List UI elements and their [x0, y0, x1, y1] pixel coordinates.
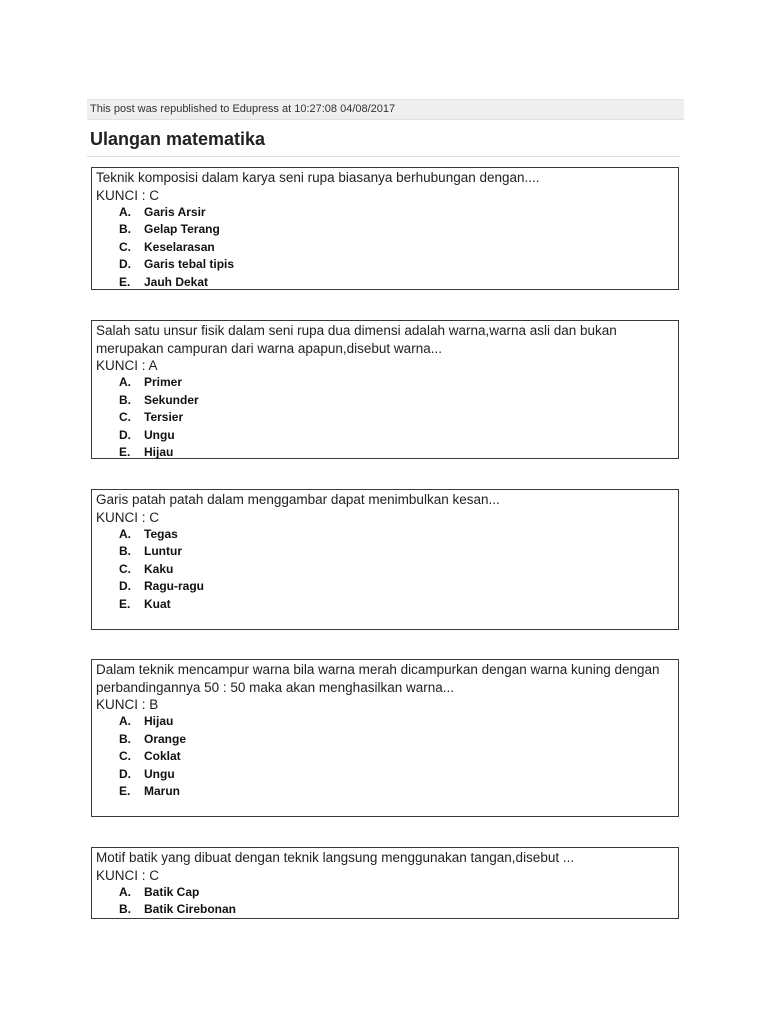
option-item [119, 713, 674, 731]
answer-key: KUNCI : A [96, 358, 158, 373]
option-letter: A. [119, 204, 131, 219]
question-text: Garis patah patah dalam menggambar dapat menimbulkan kesan... [96, 492, 500, 507]
question-text: Teknik komposisi dalam karya seni rupa biasanya berhubungan dengan.... [96, 170, 540, 185]
option-text: Keselarasan [144, 239, 215, 254]
option-letter: B. [119, 222, 131, 237]
option-item [119, 256, 674, 274]
option-item [119, 731, 674, 749]
option-item [119, 884, 674, 902]
option-text: Tegas [144, 526, 178, 541]
option-text: Marun [144, 784, 180, 799]
option-letter: E. [119, 274, 131, 289]
question-box-1 [91, 167, 679, 290]
option-item [119, 526, 674, 544]
option-text: Primer [144, 375, 183, 389]
option-list [96, 884, 674, 919]
option-letter: D. [119, 427, 131, 442]
option-list [96, 713, 674, 801]
option-item [119, 274, 674, 292]
option-text: Sekunder [144, 392, 199, 407]
option-item [119, 748, 674, 766]
option-letter: C. [119, 749, 131, 764]
page-title: Ulangan matematika [90, 129, 266, 149]
question-box-4 [91, 659, 679, 817]
answer-key: KUNCI : C [96, 509, 160, 525]
option-letter: B. [119, 902, 131, 917]
option-letter: A. [119, 375, 131, 389]
option-text: Orange [144, 731, 187, 746]
title-divider [87, 156, 680, 157]
republish-banner: This post was republished to Edupress at 10:27:08 04/08/2017 [87, 99, 684, 120]
option-item [119, 409, 674, 427]
option-letter: E. [119, 445, 131, 460]
option-letter: A. [119, 884, 131, 899]
option-text: Ungu [144, 427, 175, 442]
question-box-2 [91, 320, 679, 459]
option-item [119, 783, 674, 801]
option-text: Ragu-ragu [144, 579, 204, 594]
question-box-5 [91, 847, 679, 919]
option-item [119, 901, 674, 919]
option-letter: D. [119, 579, 131, 594]
option-item [119, 374, 674, 392]
option-item [119, 427, 674, 445]
option-text: Jauh Dekat [144, 274, 209, 289]
option-letter: E. [119, 596, 131, 611]
answer-key: KUNCI : C [96, 867, 160, 883]
option-item [119, 766, 674, 784]
option-list [96, 204, 674, 292]
option-text: Batik Cirebonan [144, 902, 237, 917]
option-letter: B. [119, 731, 131, 746]
option-letter: D. [119, 257, 131, 272]
option-item [119, 204, 674, 222]
answer-key: KUNCI : B [96, 697, 159, 712]
option-item [119, 561, 674, 579]
option-text: Tersier [144, 410, 184, 425]
option-letter: C. [119, 561, 131, 576]
option-item [119, 543, 674, 561]
option-text: Gelap Terang [144, 222, 220, 237]
option-letter: C. [119, 239, 131, 254]
option-text: Hijau [144, 714, 174, 728]
question-box-3 [91, 489, 679, 630]
option-letter: B. [119, 392, 131, 407]
option-list [96, 374, 674, 462]
option-list [96, 526, 674, 614]
option-text: Batik Cap [144, 884, 200, 899]
option-letter: D. [119, 766, 131, 781]
option-item [119, 578, 674, 596]
answer-key: KUNCI : C [96, 187, 160, 203]
option-item [119, 596, 674, 614]
option-text: Coklat [144, 749, 181, 764]
option-item [119, 444, 674, 462]
option-text: Garis tebal tipis [144, 257, 235, 272]
option-text: Hijau [144, 445, 174, 460]
option-text: Luntur [144, 544, 182, 559]
option-letter: B. [119, 544, 131, 559]
option-item [119, 221, 674, 239]
option-text: Garis Arsir [144, 204, 206, 219]
option-letter: C. [119, 410, 131, 425]
option-letter: A. [119, 714, 131, 728]
option-letter: E. [119, 784, 131, 799]
option-item [119, 239, 674, 257]
option-text: Kuat [144, 596, 171, 611]
option-letter: A. [119, 526, 131, 541]
option-item [119, 392, 674, 410]
question-text: Salah satu unsur fisik dalam seni rupa dua dimensi adalah warna,warna asli dan bukan merupakan campuran dari warna apapun,disebut warna... [96, 323, 617, 356]
option-text: Kaku [144, 561, 174, 576]
question-text: Dalam teknik mencampur warna bila warna merah dicampurkan dengan warna kuning dengan perbandingannya 50 : 50 maka akan menghasilkan warna... [96, 662, 660, 695]
question-text: Motif batik yang dibuat dengan teknik langsung menggunakan tangan,disebut ... [96, 850, 575, 865]
option-text: Ungu [144, 766, 175, 781]
